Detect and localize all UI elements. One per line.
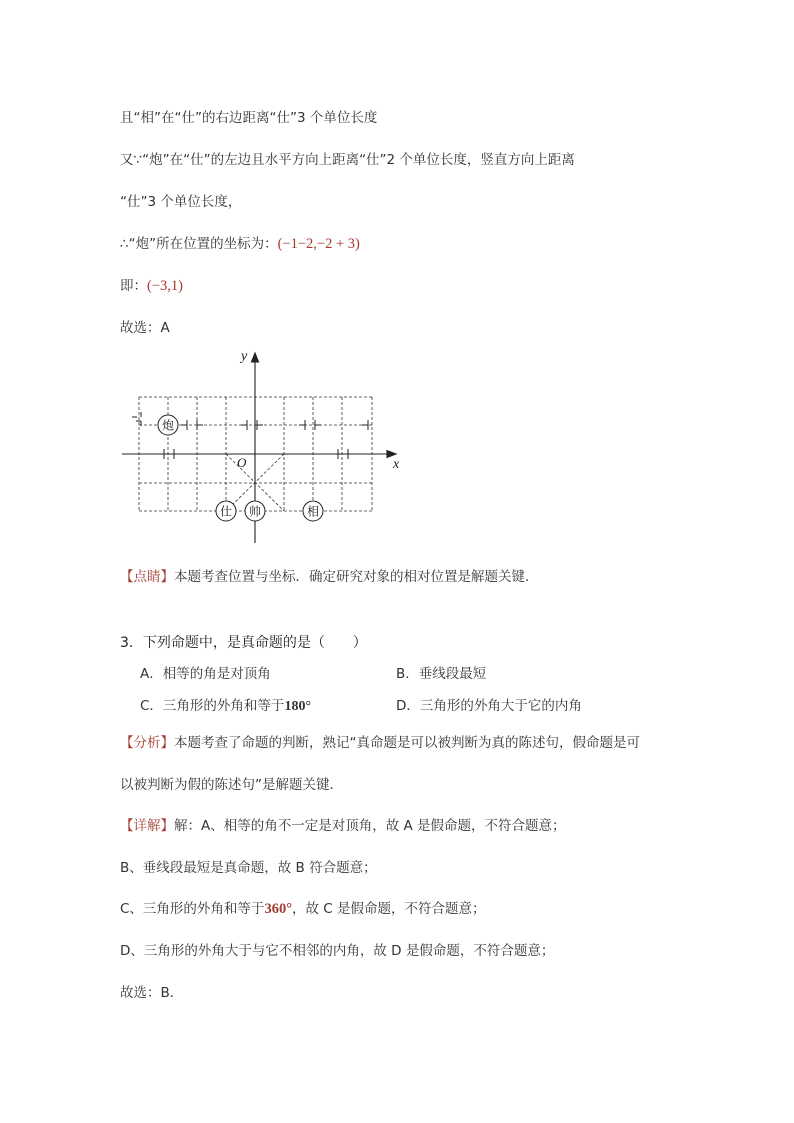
detail-line-1 [120, 816, 566, 836]
detail-text-3-post: ，故 C 是假命题，不符合题意； [292, 901, 486, 917]
origin-label: O [237, 455, 247, 470]
detail-line-5: 故选：B． [120, 985, 184, 1001]
xiang-piece-label: 相 [306, 504, 320, 519]
shi-piece-label: 仕 [219, 504, 233, 519]
solution-line-2: 又∵“炮”在“仕”的左边且水平方向上距离“仕”2 个单位长度，竖直方向上距离 [120, 152, 575, 168]
detail-text-3-pre: C、三角形的外角和等于 [120, 901, 265, 917]
solution-line-5-math: (−3,1) [147, 278, 183, 294]
dianjing-note [120, 567, 539, 587]
option-d: D．三角形的外角大于它的内角 [396, 698, 582, 714]
analysis-line-1 [120, 733, 640, 753]
x-axis-label: x [393, 457, 400, 472]
detail-line-2: B、垂线段最短是真命题，故 B 符合题意； [120, 860, 377, 876]
solution-line-6: 故选：A [120, 320, 170, 336]
detail-text-3-math: 360° [264, 901, 292, 917]
solution-line-4 [120, 234, 360, 254]
solution-line-1: 且“相”在“仕”的右边距离“仕”3 个单位长度 [120, 110, 378, 126]
detail-tag: 【详解】 [120, 818, 174, 834]
detail-line-4: D、三角形的外角大于与它不相邻的内角，故 D 是假命题，不符合题意； [120, 943, 555, 959]
analysis-text-1: 本题考查了命题的判断，熟记“真命题是可以被判断为真的陈述句，假命题是可 [174, 735, 640, 751]
option-c-text: C．三角形的外角和等于 [140, 698, 285, 714]
option-c-math: 180° [284, 699, 312, 714]
question-3-stem: 3．下列命题中，是真命题的是（ ） [120, 635, 367, 651]
detail-line-3 [120, 899, 486, 919]
option-a: A．相等的角是对顶角 [140, 666, 271, 682]
solution-line-4-text: ∴“炮”所在位置的坐标为： [120, 236, 278, 252]
solution-line-3: “仕”3 个单位长度， [120, 194, 242, 210]
solution-line-4-math: (−1−2,−2 + 3) [277, 236, 360, 252]
solution-line-5 [120, 276, 183, 296]
y-axis-label: y [241, 349, 248, 364]
dianjing-tag: 【点睛】 [120, 569, 174, 585]
solution-line-5-text: 即： [120, 278, 147, 294]
shuai-piece-label: 帅 [248, 504, 262, 519]
dianjing-text: 本题考查位置与坐标．确定研究对象的相对位置是解题关键． [174, 569, 539, 585]
analysis-tag: 【分析】 [120, 735, 174, 751]
analysis-line-2: 以被判断为假的陈述句”是解题关键． [120, 777, 343, 793]
chess-coordinate-figure [110, 345, 410, 550]
option-b: B．垂线段最短 [396, 666, 487, 682]
detail-text-1: 解：A、相等的角不一定是对顶角，故 A 是假命题，不符合题意； [174, 818, 566, 834]
option-c [140, 696, 311, 717]
pao-piece-label: 炮 [161, 418, 175, 433]
